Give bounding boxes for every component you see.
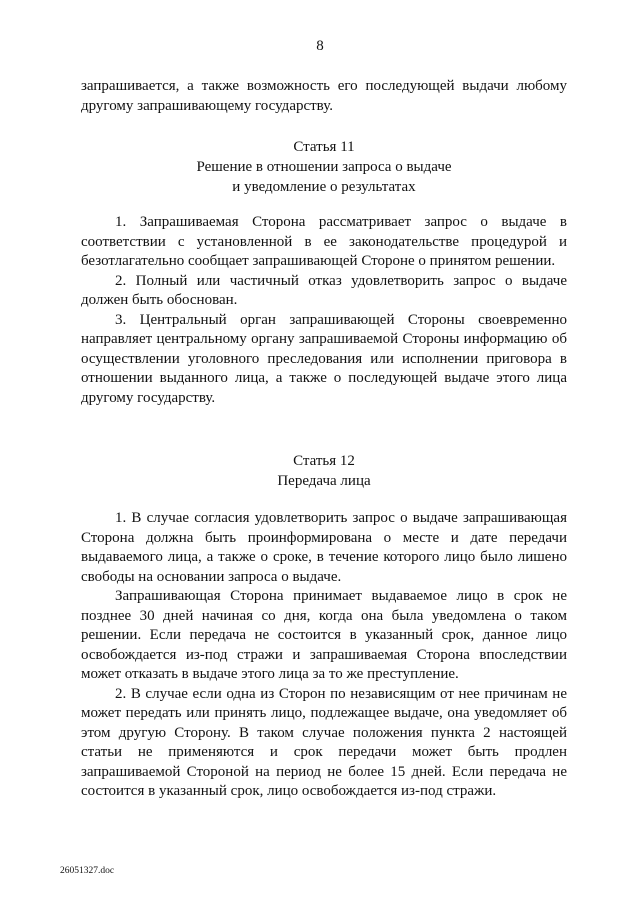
article-11-body [81, 213, 567, 408]
article-12-paragraph-3: 2. В случае если одна из Сторон по независящим от нее причинам не может передать или принять лицо, подлежащее выдаче, она уведомляет об этом другую Сторону. В таком случае положения пункта 2 настоящей статьи не применяются и срок передачи может быть продлен запрашиваемой Стороной на период не более 15 дней. Если передача не состоится в указанный срок, лицо освобождается из-под стражи. [81, 685, 567, 799]
article-11-paragraph-2: 2. Полный или частичный отказ удовлетворить запрос о выдаче должен быть обоснован. [81, 272, 567, 308]
article-11-heading-line2: и уведомление о результатах [232, 179, 416, 195]
article-11-title: Статья 11 [293, 139, 355, 155]
article-12-paragraph-1: 1. В случае согласия удовлетворить запрос о выдаче запрашивающая Сторона должна быть проинформирована о месте и дате передачи выдаваемого лица, а также о сроке, в течение которого лицо было лишено свободы на основании запроса о выдаче. [81, 510, 567, 585]
article-12-title: Статья 12 [293, 453, 355, 469]
article-11-paragraph-1: 1. Запрашиваемая Сторона рассматривает запрос о выдаче в соответствии с установленной в ее законодательстве процедурой и безотлагательно сообщает запрашивающей Стороне о принятом решении. [81, 214, 567, 269]
article-11-paragraph-3: 3. Центральный орган запрашивающей Стороны своевременно направляет центральному органу запрашиваемой Стороны информацию об осуществлении уголовного преследования или исполнении приговора в отношении выданного лица, а также о последующей выдаче этого лица другому государству. [81, 311, 567, 406]
article-12-heading-line1: Передача лица [277, 473, 371, 489]
article-12-paragraph-2: Запрашивающая Сторона принимает выдаваемое лицо в срок не позднее 30 дней начиная со дня, когда она была уведомлена о таком решении. Если передача не состоится в указанный срок, данное лицо освобождается из-под стражи и запрашиваемая Сторона впоследствии может отказать в выдаче этого лица за то же преступление. [81, 588, 567, 682]
footer-filename: 26051327.doc [60, 866, 115, 876]
page-number: 8 [316, 38, 324, 54]
article-12-header [81, 451, 567, 491]
intro-paragraph: запрашивается, а также возможность его последующей выдачи любому другому запрашивающему государству. [81, 78, 567, 114]
article-11-heading-line1: Решение в отношении запроса о выдаче [196, 159, 452, 175]
article-12-body [81, 509, 567, 802]
article-11-header [81, 137, 567, 197]
